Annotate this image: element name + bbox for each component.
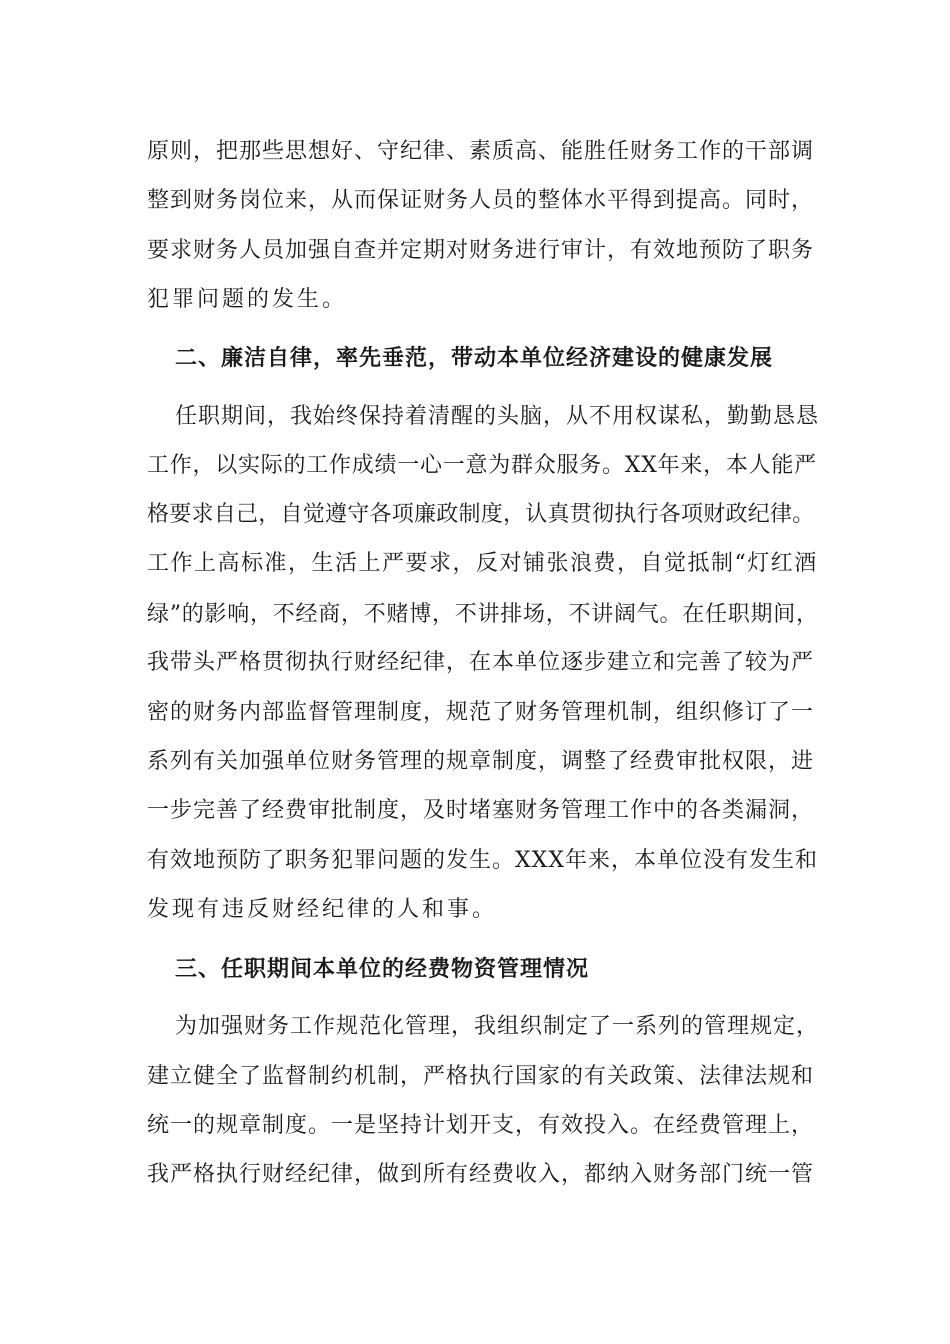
body-text-line: 绿”的影响，不经商，不赌博，不讲排场，不讲阔气。在任职期间，: [147, 602, 819, 627]
body-text-line: 我严格执行财经纪律，做到所有经费收入，都纳入财务部门统一管: [147, 1162, 815, 1187]
body-text-line: 密的财务内部监督管理制度，规范了财务管理机制，组织修订了一: [147, 700, 815, 725]
body-text-line: 要求财务人员加强自查并定期对财务进行审计，有效地预防了职务: [147, 238, 815, 263]
body-text-line: 工作，以实际的工作成绩一心一意为群众服务。XX年来，本人能严: [147, 453, 817, 478]
body-text-line: 工作上高标准，生活上严要求，反对铺张浪费，自觉抵制“灯红酒: [147, 551, 818, 576]
body-text-line: 我带头严格贯彻执行财经纪律，在本单位逐步建立和完善了较为严: [147, 650, 815, 675]
body-text-line: 原则，把那些思想好、守纪律、素质高、能胜任财务工作的干部调: [147, 139, 815, 164]
section-heading-2: 二、廉洁自律，率先垂范，带动本单位经济建设的健康发展: [175, 346, 774, 371]
section-heading-3: 三、任职期间本单位的经费物资管理情况: [175, 957, 590, 982]
body-text-line: 有效地预防了职务犯罪问题的发生。XXX年来，本单位没有发生和: [147, 848, 818, 873]
body-text-line: 格要求自己，自觉遵守各项廉政制度，认真贯彻执行各项财政纪律。: [147, 502, 815, 527]
body-text-line: 统一的规章制度。一是坚持计划开支，有效投入。在经费管理上，: [147, 1113, 815, 1138]
body-text-line: 任职期间，我始终保持着清醒的头脑，从不用权谋私，勤勤恳恳: [175, 404, 820, 429]
body-text-line: 一步完善了经费审批制度，及时堵塞财务管理工作中的各类漏洞，: [147, 798, 815, 823]
body-text-line: 发现有违反财经纪律的人和事。: [147, 897, 498, 922]
body-text-line: 建立健全了监督制约机制，严格执行国家的有关政策、法律法规和: [147, 1064, 815, 1089]
body-text-line: 为加强财务工作规范化管理，我组织制定了一系列的管理规定，: [175, 1014, 820, 1039]
body-text-line: 犯罪问题的发生。: [147, 287, 348, 312]
body-text-line: 系列有关加强单位财务管理的规章制度，调整了经费审批权限，进: [147, 749, 815, 774]
body-text-line: 整到财务岗位来，从而保证财务人员的整体水平得到提高。同时，: [147, 188, 815, 213]
